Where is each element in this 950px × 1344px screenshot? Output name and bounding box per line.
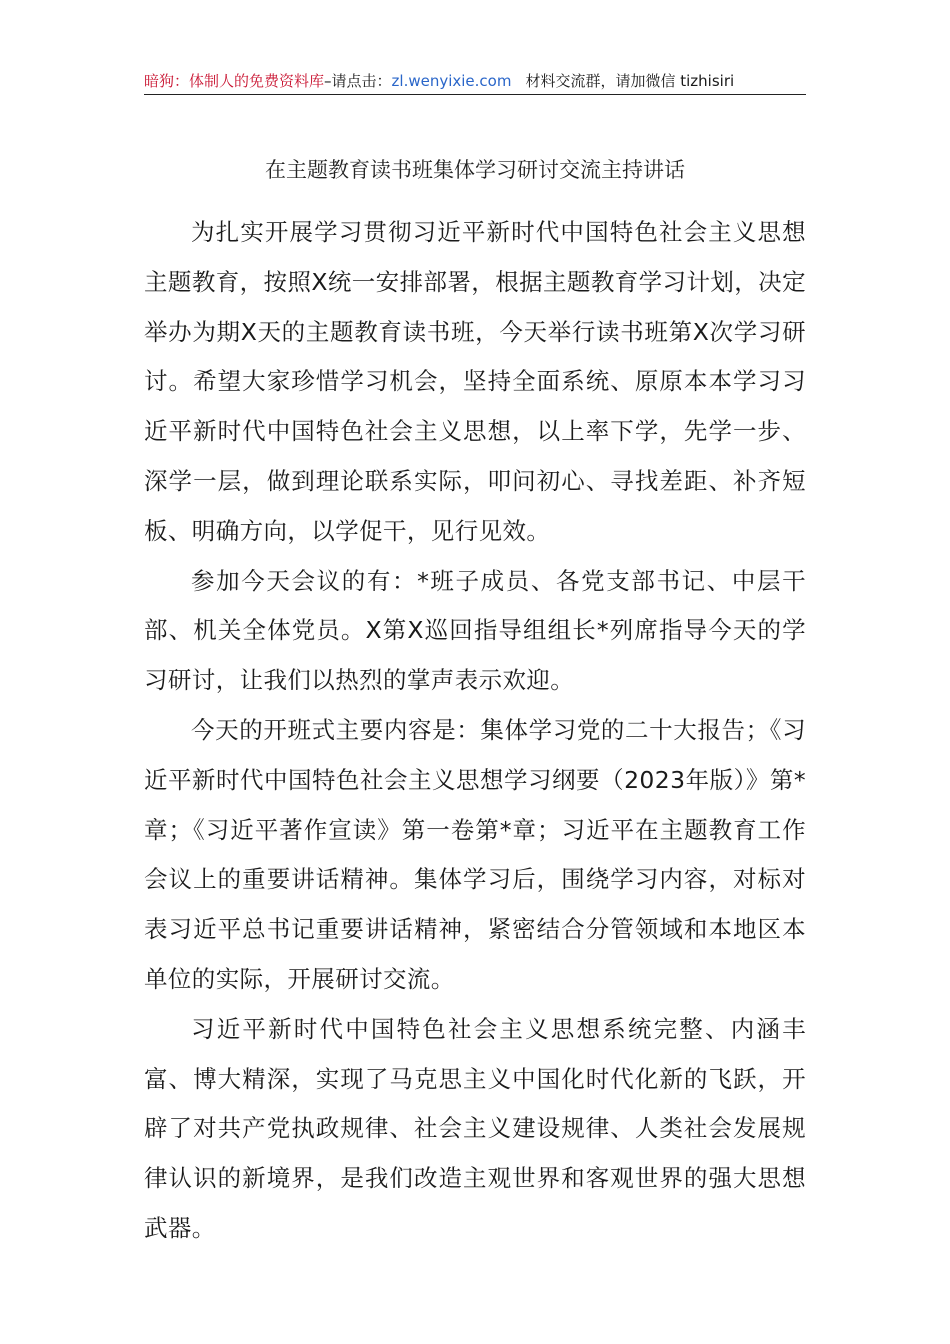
page-header — [144, 68, 806, 95]
header-click-prompt: –请点击： — [324, 72, 392, 90]
paragraph-2: 参加今天会议的有：*班子成员、各党支部书记、中层干部、机关全体党员。X第X巡回指导组组长*列席指导今天的学习研讨，让我们以热烈的掌声表示欢迎。 — [144, 566, 806, 695]
header-link[interactable]: zl.wenyixie.com — [391, 72, 512, 90]
document-title: 在主题教育读书班集体学习研讨交流主持讲话 — [265, 158, 685, 182]
paragraph-1: 为扎实开展学习贯彻习近平新时代中国特色社会主义思想主题教育，按照X统一安排部署，根据主题教育学习计划，决定举办为期X天的主题教育读书班，今天举行读书班第X次学习研讨。希望大家珍惜学习机会，坚持全面系统、原原本本学习习近平新时代中国特色社会主义思想，以上率下学，先学一步、深学一层，做到理论联系实际，叩问初心、寻找差距、补齐短板、明确方向，以学促干，见行见效。 — [144, 218, 806, 545]
header-group-info: 材料交流群，请加微信 tizhisiri — [525, 72, 735, 90]
document-body — [144, 208, 806, 1254]
paragraph-4: 习近平新时代中国特色社会主义思想系统完整、内涵丰富、博大精深，实现了马克思主义中国化时代化新的飞跃，开辟了对共产党执政规律、社会主义建设规律、人类社会发展规律认识的新境界，是我们改造主观世界和客观世界的强大思想武器。 — [144, 1014, 806, 1242]
paragraph-3: 今天的开班式主要内容是：集体学习党的二十大报告；《习近平新时代中国特色社会主义思想学习纲要（2023年版）》第*章；《习近平著作宣读》第一卷第*章；习近平在主题教育工作会议上的重要讲话精神。集体学习后，围绕学习内容，对标对表习近平总书记重要讲话精神，紧密结合分管领域和本地区本单位的实际，开展研讨交流。 — [144, 715, 806, 993]
header-brand: 暗狗：体制人的免费资料库 — [144, 72, 325, 90]
